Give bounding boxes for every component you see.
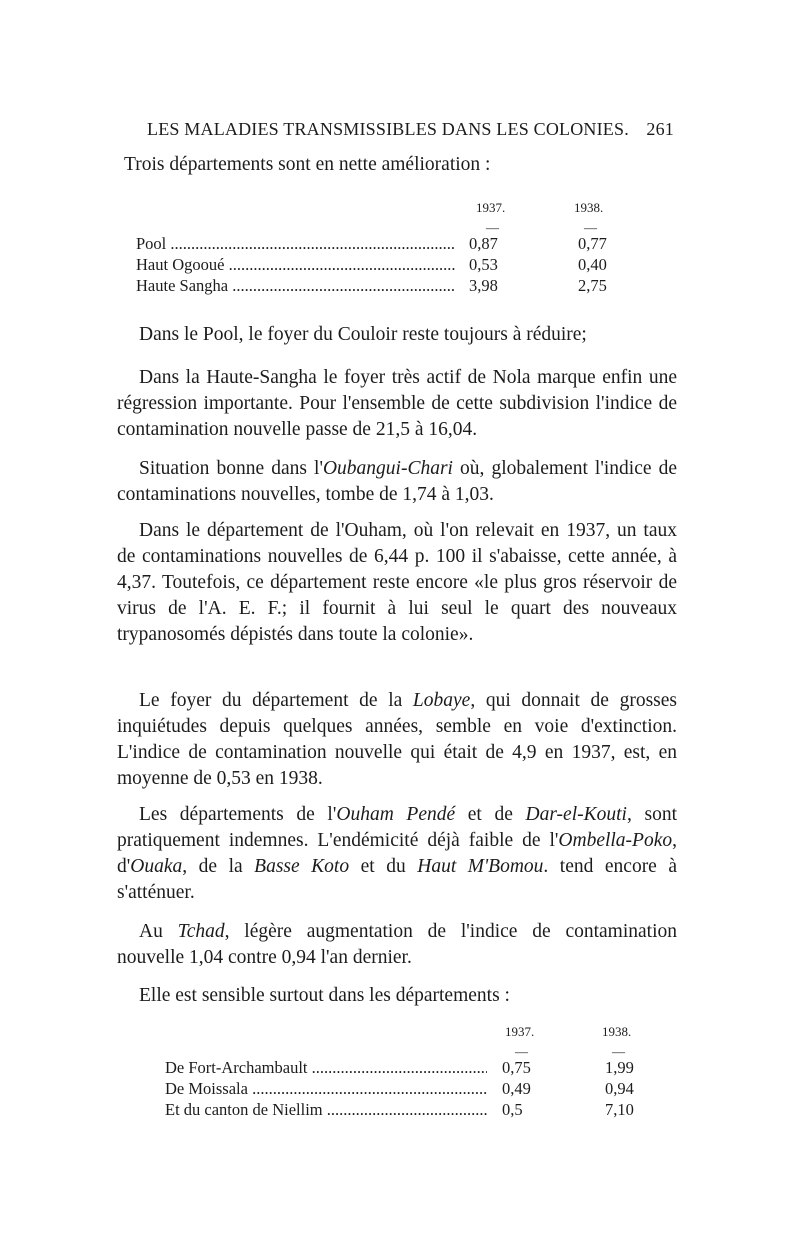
table-header (136, 200, 646, 220)
dash: — (486, 220, 499, 235)
dash: — (584, 220, 597, 235)
table-row (165, 1058, 665, 1079)
value-1938: 0,77 (578, 234, 607, 253)
paragraph: Les départements de l'Ouham Pendé et de Dar-el-Kouti, sont pratiquement indemnes. L'endémicité déjà faible de l'Ombella-Poko, d'Ouaka, de la Basse Koto et du Haut M'Bomou. tend encore à s'atténuer. (117, 804, 678, 903)
paragraph: Au Tchad, légère augmentation de l'indice de contamination nouvelle 1,04 contre 0,94 l'an dernier. (117, 921, 677, 968)
table-row (136, 255, 646, 276)
row-label: Pool ..... (136, 234, 456, 254)
value-1938: 7,10 (605, 1100, 634, 1119)
value-1938: 0,94 (605, 1079, 634, 1098)
row-label: De Moissala ..... (165, 1079, 487, 1099)
value-1937: 0,87 (469, 234, 498, 253)
year-1937-header: 1937. (476, 200, 506, 215)
value-1937: 0,49 (502, 1079, 531, 1098)
paragraph: Le foyer du département de la Lobaye, qui donnait de grosses inquiétudes depuis quelques années, semble en voie d'extinction. L'indice de contamination nouvelle qui était de 4,9 en 1937, est, en moyenne de 0,53 en 1938. (117, 690, 677, 789)
year-1938-header: 1938. (602, 1024, 632, 1039)
page-number: 261 (646, 119, 674, 139)
row-label: Haut Ogooué ..... (136, 255, 456, 275)
value-1937: 0,5 (502, 1100, 523, 1119)
table-1937-1938-b (165, 1024, 665, 1121)
running-header (147, 119, 674, 140)
table-1937-1938-a (136, 200, 646, 297)
paragraph: Elle est sensible surtout dans les départements : (139, 985, 510, 1006)
year-1938-header: 1938. (574, 200, 604, 215)
year-1937-header: 1937. (505, 1024, 535, 1039)
value-1938: 2,75 (578, 276, 607, 295)
paragraph: Dans le Pool, le foyer du Couloir reste toujours à réduire; (139, 324, 587, 345)
dash: — (612, 1044, 625, 1059)
row-label: Haute Sangha ..... (136, 276, 456, 296)
table-row (165, 1079, 665, 1100)
table-row (165, 1100, 665, 1121)
paragraph: Dans le département de l'Ouham, où l'on relevait en 1937, un taux de contaminations nouvelles de 6,44 p. 100 il s'abaisse, cette année, à 4,37. Toutefois, ce département reste encore «le plus gros réservoir de virus de l'A. E. F.; il fournit à lui seul le quart des nouveaux trypanosomés dépistés dans toute la colonie». (117, 520, 677, 645)
value-1938: 0,40 (578, 255, 607, 274)
table-row (136, 234, 646, 255)
header-dashes (136, 220, 646, 234)
running-title: LES MALADIES TRANSMISSIBLES DANS LES COLONIES. (147, 119, 629, 139)
table-header (165, 1024, 665, 1044)
value-1938: 1,99 (605, 1058, 634, 1077)
value-1937: 0,53 (469, 255, 498, 274)
row-label: De Fort-Archambault ..... (165, 1058, 487, 1078)
paragraph: Situation bonne dans l'Oubangui-Chari où, globalement l'indice de contaminations nouvelles, tombe de 1,74 à 1,03. (117, 458, 677, 505)
value-1937: 3,98 (469, 276, 498, 295)
value-1937: 0,75 (502, 1058, 531, 1077)
row-label: Et du canton de Niellim ..... (165, 1100, 487, 1120)
paragraph: Dans la Haute-Sangha le foyer très actif de Nola marque enfin une régression importante. Pour l'ensemble de cette subdivision l'indice de contamination nouvelle passe de 21,5 à 16,04. (117, 367, 677, 440)
dash: — (515, 1044, 528, 1059)
header-dashes (165, 1044, 665, 1058)
table-row (136, 276, 646, 297)
intro-line: Trois départements sont en nette amélioration : (124, 154, 491, 175)
